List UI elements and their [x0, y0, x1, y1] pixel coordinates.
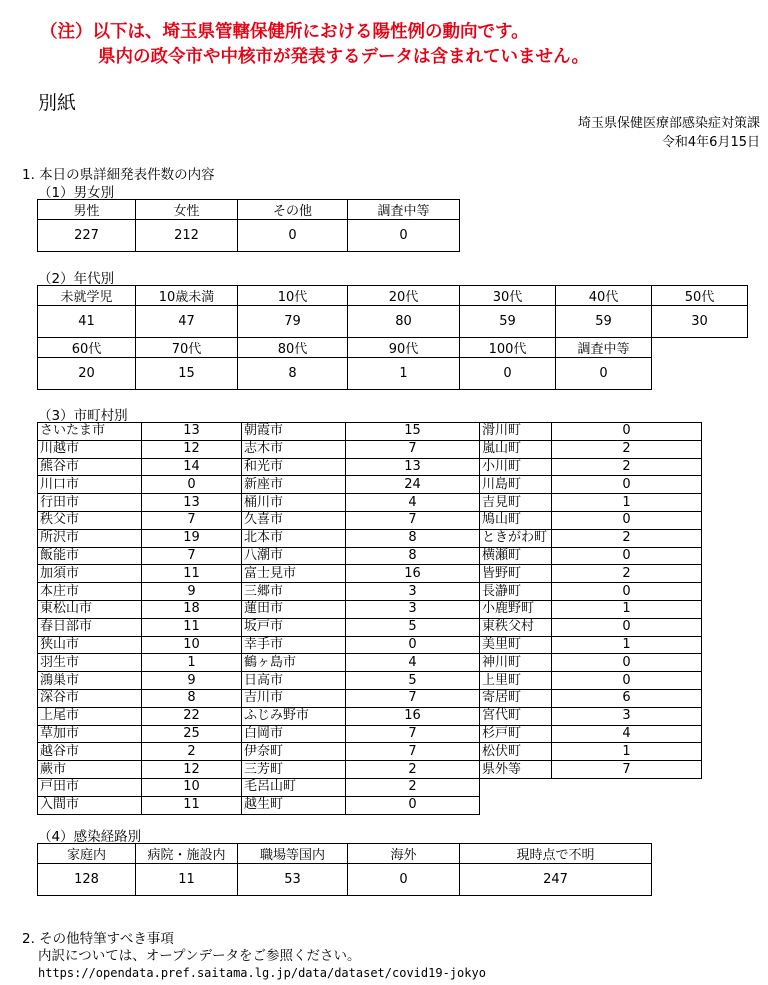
municipality-count: 11 [142, 618, 242, 636]
municipality-name: 滑川町 [480, 423, 552, 441]
municipality-name: 朝霞市 [242, 423, 346, 441]
municipality-name: 狭山市 [38, 636, 142, 654]
municipality-name: 行田市 [38, 494, 142, 512]
municipality-name: 杉戸町 [480, 725, 552, 743]
municipality-row [38, 707, 702, 725]
municipality-count: 13 [142, 494, 242, 512]
municipality-row [38, 583, 702, 601]
opendata-link[interactable]: https://opendata.pref.saitama.lg.jp/data/dataset/covid19-jokyo [38, 966, 486, 980]
age-header: 60代 [38, 338, 136, 358]
municipality-name: 鴻巣市 [38, 672, 142, 690]
municipality-name: 横瀬町 [480, 547, 552, 565]
municipality-count: 2 [346, 761, 480, 779]
route-value: 247 [460, 864, 652, 896]
municipality-name: 八潮市 [242, 547, 346, 565]
age-header: 80代 [238, 338, 348, 358]
municipality-name: 小鹿野町 [480, 600, 552, 618]
age-title: （2）年代別 [38, 271, 115, 287]
gender-value: 0 [238, 220, 348, 252]
municipality-count: 1 [142, 654, 242, 672]
municipality-name: 春日部市 [38, 618, 142, 636]
municipality-name: 和光市 [242, 458, 346, 476]
age-value: 15 [136, 358, 238, 390]
municipality-name: 毛呂山町 [242, 778, 346, 796]
municipality-name: 東秩父村 [480, 618, 552, 636]
gender-table [37, 199, 460, 252]
age-value: 41 [38, 306, 136, 338]
age-header: 30代 [460, 286, 556, 306]
municipality-count: 3 [346, 600, 480, 618]
municipality-count: 2 [552, 458, 702, 476]
age-value: 0 [460, 358, 556, 390]
municipality-name: 所沢市 [38, 529, 142, 547]
municipality-row [38, 654, 702, 672]
municipality-name: ときがわ町 [480, 529, 552, 547]
municipality-count: 6 [552, 689, 702, 707]
municipality-count: 15 [346, 423, 480, 441]
municipality-count: 2 [142, 743, 242, 761]
municipality-empty-cell [480, 778, 552, 796]
age-header: 40代 [556, 286, 652, 306]
municipality-row [38, 761, 702, 779]
department: 埼玉県保健医療部感染症対策課 [577, 116, 760, 131]
municipality-name: ふじみ野市 [242, 707, 346, 725]
age-header: 調査中等 [556, 338, 652, 358]
municipality-name: 久喜市 [242, 511, 346, 529]
gender-header: 調査中等 [348, 200, 460, 220]
municipality-count: 18 [142, 600, 242, 618]
municipality-count: 0 [142, 476, 242, 494]
municipality-count: 2 [552, 565, 702, 583]
municipality-name: 草加市 [38, 725, 142, 743]
municipality-name: 白岡市 [242, 725, 346, 743]
age-header: 70代 [136, 338, 238, 358]
municipality-count: 7 [142, 547, 242, 565]
municipality-name: 鳩山町 [480, 511, 552, 529]
municipality-row [38, 725, 702, 743]
municipality-row [38, 689, 702, 707]
route-header: 病院・施設内 [136, 844, 238, 864]
municipality-count: 11 [142, 796, 242, 814]
municipality-name: 川島町 [480, 476, 552, 494]
age-header: 10代 [238, 286, 348, 306]
route-header: 海外 [348, 844, 460, 864]
gender-title: （1）男女別 [38, 185, 115, 201]
municipality-count: 1 [552, 636, 702, 654]
municipality-row [38, 529, 702, 547]
municipality-count: 4 [346, 654, 480, 672]
municipality-name: 加須市 [38, 565, 142, 583]
municipality-name: 志木市 [242, 440, 346, 458]
municipality-count: 2 [552, 440, 702, 458]
route-value-row [38, 864, 652, 896]
municipality-name: さいたま市 [38, 423, 142, 441]
age-header: 未就学児 [38, 286, 136, 306]
municipality-row [38, 423, 702, 441]
age-value: 79 [238, 306, 348, 338]
municipality-count: 7 [346, 725, 480, 743]
municipality-empty-cell [552, 778, 702, 796]
municipality-row [38, 547, 702, 565]
municipality-count: 2 [552, 529, 702, 547]
municipality-empty-cell [552, 796, 702, 814]
date: 令和4年6月15日 [661, 135, 760, 150]
gender-header: その他 [238, 200, 348, 220]
municipality-count: 7 [346, 440, 480, 458]
municipality-count: 22 [142, 707, 242, 725]
route-table [37, 843, 652, 896]
municipality-name: 深谷市 [38, 689, 142, 707]
municipality-count: 0 [552, 583, 702, 601]
gender-value: 227 [38, 220, 136, 252]
age-value: 30 [652, 306, 748, 338]
municipality-row [38, 511, 702, 529]
municipality-row [38, 778, 702, 796]
section1-title: 1. 本日の県詳細発表件数の内容 [22, 167, 215, 183]
municipality-name: 三郷市 [242, 583, 346, 601]
age-value-row [38, 306, 748, 338]
municipality-count: 1 [552, 600, 702, 618]
municipality-count: 0 [552, 654, 702, 672]
age-header: 20代 [348, 286, 460, 306]
municipality-count: 0 [552, 423, 702, 441]
municipality-count: 10 [142, 636, 242, 654]
municipality-name: 入間市 [38, 796, 142, 814]
municipality-name: 本庄市 [38, 583, 142, 601]
municipality-count: 19 [142, 529, 242, 547]
age-value: 80 [348, 306, 460, 338]
route-header-row [38, 844, 652, 864]
municipality-count: 16 [346, 707, 480, 725]
municipality-count: 1 [552, 743, 702, 761]
municipality-name: 熊谷市 [38, 458, 142, 476]
municipality-name: 伊奈町 [242, 743, 346, 761]
municipality-count: 7 [346, 689, 480, 707]
municipality-count: 0 [346, 796, 480, 814]
municipality-count: 4 [552, 725, 702, 743]
age-header: 90代 [348, 338, 460, 358]
municipality-name: 吉見町 [480, 494, 552, 512]
municipality-name: 蕨市 [38, 761, 142, 779]
municipality-count: 25 [142, 725, 242, 743]
municipality-count: 7 [346, 511, 480, 529]
route-value: 128 [38, 864, 136, 896]
route-header: 職場等国内 [238, 844, 348, 864]
notice [40, 20, 589, 70]
municipality-count: 14 [142, 458, 242, 476]
notice-line-1: （注）以下は、埼玉県管轄保健所における陽性例の動向です。 [40, 22, 529, 42]
age-header-row [38, 286, 748, 306]
gender-header: 男性 [38, 200, 136, 220]
municipality-name: 三芳町 [242, 761, 346, 779]
municipality-count: 8 [346, 547, 480, 565]
gender-header: 女性 [136, 200, 238, 220]
municipality-table [37, 422, 702, 815]
section2 [22, 931, 486, 982]
age-value: 47 [136, 306, 238, 338]
municipality-name: 幸手市 [242, 636, 346, 654]
municipality-count: 9 [142, 672, 242, 690]
route-header: 現時点で不明 [460, 844, 652, 864]
municipality-count: 0 [552, 476, 702, 494]
municipality-name: 富士見市 [242, 565, 346, 583]
municipality-name: 吉川市 [242, 689, 346, 707]
municipality-name: 皆野町 [480, 565, 552, 583]
municipality-name: 上尾市 [38, 707, 142, 725]
municipality-name: 寄居町 [480, 689, 552, 707]
route-value: 11 [136, 864, 238, 896]
age-value: 1 [348, 358, 460, 390]
municipality-count: 0 [346, 636, 480, 654]
route-header: 家庭内 [38, 844, 136, 864]
age-value: 0 [556, 358, 652, 390]
age-value-row [38, 358, 748, 390]
municipality-name: 神川町 [480, 654, 552, 672]
municipality-row [38, 476, 702, 494]
municipality-name: 川越市 [38, 440, 142, 458]
municipality-row [38, 458, 702, 476]
municipality-count: 7 [142, 511, 242, 529]
gender-header-row [38, 200, 460, 220]
municipality-count: 0 [552, 547, 702, 565]
age-value: 8 [238, 358, 348, 390]
municipality-count: 5 [346, 672, 480, 690]
age-table [37, 285, 748, 390]
municipality-name: 越生町 [242, 796, 346, 814]
municipality-count: 13 [346, 458, 480, 476]
route-title: （4）感染経路別 [38, 829, 142, 845]
municipality-name: 県外等 [480, 761, 552, 779]
municipality-name: 坂戸市 [242, 618, 346, 636]
municipality-count: 24 [346, 476, 480, 494]
age-header-row [38, 338, 748, 358]
municipality-row [38, 618, 702, 636]
municipality-count: 1 [552, 494, 702, 512]
header-right [578, 114, 760, 152]
municipality-name: 飯能市 [38, 547, 142, 565]
municipality-row [38, 600, 702, 618]
municipality-name: 宮代町 [480, 707, 552, 725]
municipality-count: 5 [346, 618, 480, 636]
age-header: 50代 [652, 286, 748, 306]
municipality-count: 7 [552, 761, 702, 779]
municipality-name: 羽生市 [38, 654, 142, 672]
section2-text: 内訳については、オープンデータをご参照ください。 [38, 948, 361, 964]
municipality-name: 戸田市 [38, 778, 142, 796]
municipality-name: 秩父市 [38, 511, 142, 529]
municipality-row [38, 636, 702, 654]
municipality-name: 日高市 [242, 672, 346, 690]
municipality-row [38, 672, 702, 690]
municipality-row [38, 494, 702, 512]
municipality-count: 9 [142, 583, 242, 601]
gender-value: 212 [136, 220, 238, 252]
municipality-row [38, 565, 702, 583]
municipality-count: 0 [552, 511, 702, 529]
age-value: 59 [460, 306, 556, 338]
age-empty-cell [652, 338, 748, 358]
age-header: 100代 [460, 338, 556, 358]
municipality-count: 4 [346, 494, 480, 512]
municipality-name: 小川町 [480, 458, 552, 476]
municipality-title: （3）市町村別 [38, 408, 128, 424]
municipality-name: 越谷市 [38, 743, 142, 761]
municipality-name: 上里町 [480, 672, 552, 690]
municipality-count: 12 [142, 440, 242, 458]
municipality-name: 蓮田市 [242, 600, 346, 618]
municipality-name: 新座市 [242, 476, 346, 494]
municipality-name: 鶴ヶ島市 [242, 654, 346, 672]
municipality-row [38, 440, 702, 458]
municipality-name: 川口市 [38, 476, 142, 494]
gender-value-row [38, 220, 460, 252]
municipality-count: 8 [142, 689, 242, 707]
municipality-name: 嵐山町 [480, 440, 552, 458]
notice-line-2: 県内の政令市や中核市が発表するデータは含まれていません。 [98, 47, 590, 67]
municipality-count: 3 [346, 583, 480, 601]
municipality-name: 北本市 [242, 529, 346, 547]
route-value: 53 [238, 864, 348, 896]
municipality-count: 7 [346, 743, 480, 761]
municipality-count: 11 [142, 565, 242, 583]
age-value: 59 [556, 306, 652, 338]
municipality-row [38, 743, 702, 761]
section2-title: 2. その他特筆すべき事項 [22, 931, 174, 947]
municipality-count: 13 [142, 423, 242, 441]
municipality-count: 12 [142, 761, 242, 779]
municipality-name: 長瀞町 [480, 583, 552, 601]
municipality-count: 8 [346, 529, 480, 547]
route-value: 0 [348, 864, 460, 896]
municipality-count: 0 [552, 618, 702, 636]
age-empty-cell [652, 358, 748, 390]
municipality-count: 2 [346, 778, 480, 796]
municipality-name: 松伏町 [480, 743, 552, 761]
municipality-count: 3 [552, 707, 702, 725]
municipality-name: 桶川市 [242, 494, 346, 512]
municipality-row [38, 796, 702, 814]
age-header: 10歳未満 [136, 286, 238, 306]
doc-label: 別紙 [38, 92, 77, 114]
gender-value: 0 [348, 220, 460, 252]
municipality-empty-cell [480, 796, 552, 814]
municipality-name: 東松山市 [38, 600, 142, 618]
municipality-count: 10 [142, 778, 242, 796]
age-value: 20 [38, 358, 136, 390]
municipality-name: 美里町 [480, 636, 552, 654]
municipality-count: 16 [346, 565, 480, 583]
municipality-count: 0 [552, 672, 702, 690]
